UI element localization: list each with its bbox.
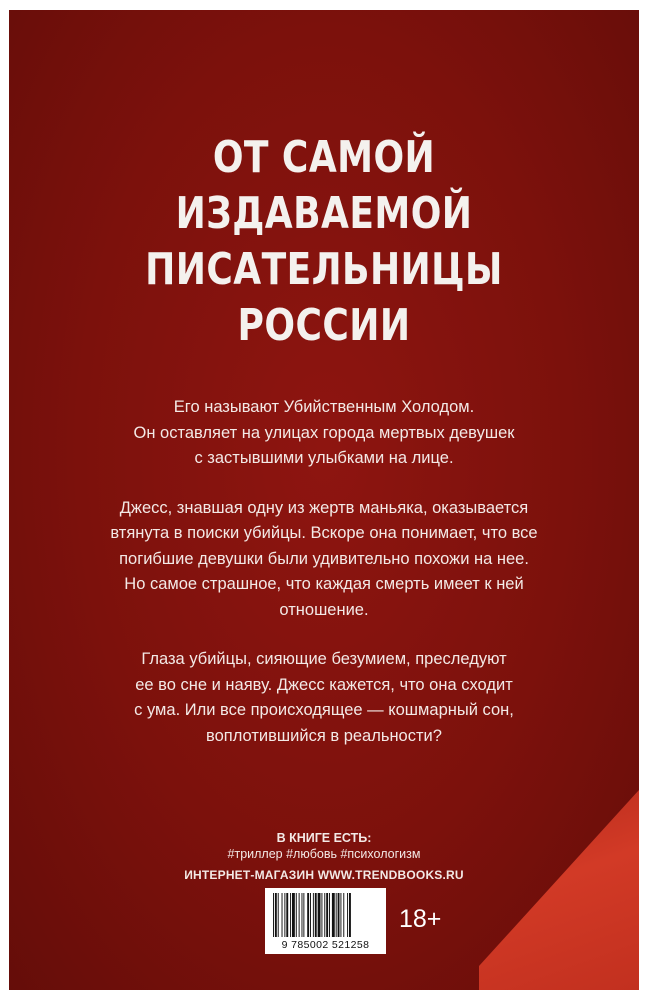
blurb-paragraph bbox=[69, 395, 579, 472]
barcode-bar bbox=[315, 893, 317, 937]
blurb-line: ее во сне и наяву. Джесс кажется, что она сходит bbox=[135, 675, 513, 694]
blurb bbox=[69, 395, 579, 773]
barcode-bar bbox=[299, 893, 300, 937]
headline-line: ОТ САМОЙ bbox=[212, 132, 436, 183]
barcode-bar bbox=[326, 893, 328, 937]
blurb-paragraph bbox=[69, 647, 579, 749]
barcode-bar bbox=[324, 893, 325, 937]
barcode-bar bbox=[302, 893, 303, 937]
age-rating: 18+ bbox=[399, 905, 442, 933]
barcode-bar bbox=[349, 893, 351, 937]
corner-accent bbox=[479, 790, 639, 990]
barcode-bar bbox=[340, 893, 341, 937]
barcode-bar bbox=[282, 893, 283, 937]
features-tags: #триллер #любовь #психологизм bbox=[227, 847, 421, 861]
barcode-bar bbox=[284, 893, 285, 937]
book-features bbox=[9, 830, 639, 863]
barcode-bars bbox=[273, 893, 378, 937]
headline bbox=[66, 130, 583, 354]
barcode-bar bbox=[273, 893, 274, 937]
barcode-bar bbox=[343, 893, 344, 937]
barcode-bar bbox=[290, 893, 291, 937]
blurb-paragraph bbox=[69, 496, 579, 624]
blurb-line: Глаза убийцы, сияющие безумием, преследуют bbox=[141, 650, 507, 668]
barcode bbox=[265, 888, 386, 954]
blurb-line: Он оставляет на улицах города мертвых девушек bbox=[133, 423, 515, 442]
barcode-bar bbox=[347, 893, 348, 937]
shop-url: ИНТЕРНЕТ-МАГАЗИН WWW.TRENDBOOKS.RU bbox=[184, 868, 464, 882]
headline-line: ПИСАТЕЛЬНИЦЫ bbox=[145, 244, 503, 295]
headline-line: РОССИИ bbox=[237, 300, 411, 351]
barcode-bar bbox=[275, 893, 277, 937]
barcode-bar bbox=[321, 893, 322, 937]
blurb-line: воплотившийся в реальности? bbox=[206, 726, 442, 745]
blurb-line: Джесс, знавшая одну из жертв маньяка, оказывается bbox=[119, 498, 529, 517]
barcode-bar bbox=[313, 893, 314, 937]
blurb-line: втянута в поиски убийцы. Вскоре она понимает, что все bbox=[110, 524, 538, 542]
blurb-line: отношение. bbox=[279, 600, 369, 619]
blurb-line: погибшие девушки были удивительно похожи на нее. bbox=[119, 549, 529, 568]
headline-line: ИЗДАВАЕМОЙ bbox=[175, 188, 473, 239]
barcode-bar bbox=[286, 893, 288, 937]
blurb-line: с застывшими улыбками на лице. bbox=[194, 449, 454, 467]
barcode-bar bbox=[310, 893, 311, 937]
blurb-line: Его называют Убийственным Холодом. bbox=[173, 398, 475, 416]
barcode-bar bbox=[292, 893, 295, 937]
barcode-bar bbox=[296, 893, 297, 937]
barcode-bar bbox=[338, 893, 340, 937]
features-title: В КНИГЕ ЕСТЬ: bbox=[276, 831, 372, 845]
barcode-bar bbox=[307, 893, 309, 937]
book-back-cover bbox=[9, 10, 639, 990]
barcode-bar bbox=[278, 893, 279, 937]
barcode-bar bbox=[336, 893, 337, 937]
barcode-number: 9 785002 521258 bbox=[281, 939, 370, 951]
blurb-line: с ума. Или все происходящее — кошмарный сон, bbox=[134, 701, 514, 719]
barcode-bar bbox=[318, 893, 321, 937]
barcode-bar bbox=[332, 893, 335, 937]
blurb-line: Но самое страшное, что каждая смерть имеет к ней bbox=[124, 575, 524, 593]
barcode-bar bbox=[329, 893, 330, 937]
barcode-bar bbox=[303, 893, 304, 937]
